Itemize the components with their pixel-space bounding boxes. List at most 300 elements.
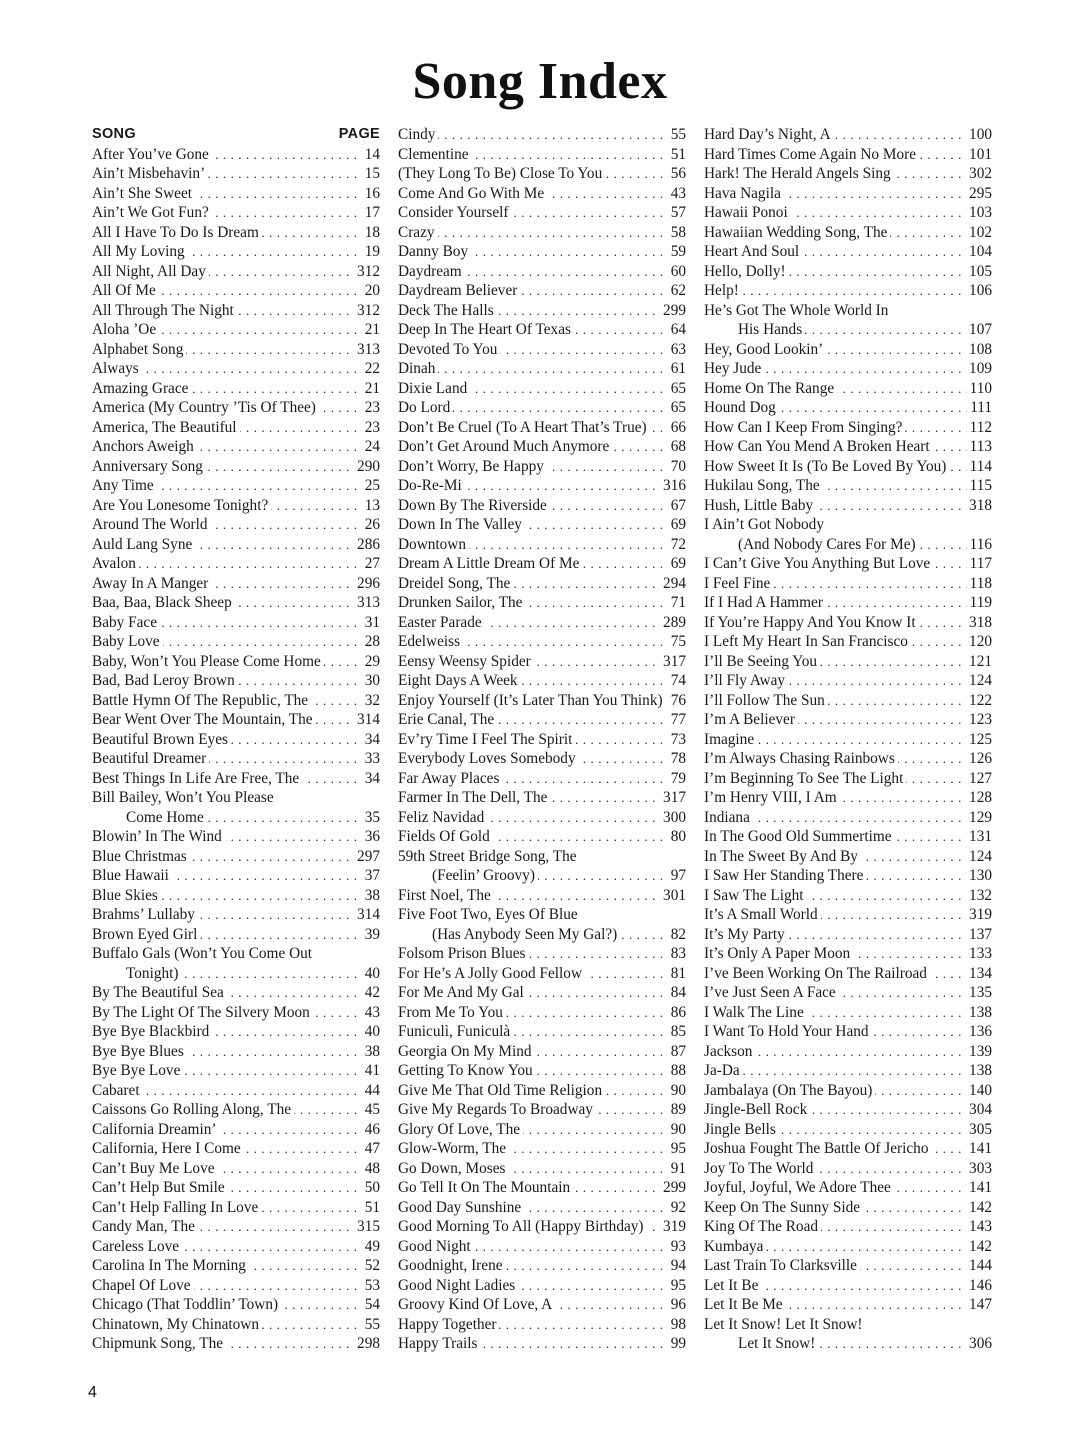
song-page-number: 142 <box>966 1198 992 1218</box>
index-entry <box>398 1276 686 1296</box>
song-title: Funiculì, Funiculà <box>398 1023 513 1040</box>
song-title: Groovy Kind Of Love, A <box>398 1296 555 1313</box>
song-page-number: 313 <box>354 593 380 613</box>
song-title: It’s A Small World <box>704 906 821 923</box>
song-page-number: 304 <box>966 1100 992 1120</box>
index-entry <box>398 301 686 321</box>
index-entry <box>398 925 686 945</box>
song-page-number: 140 <box>966 1081 992 1101</box>
index-entry <box>92 574 380 594</box>
index-entry <box>398 242 686 262</box>
song-page-number: 28 <box>362 632 380 652</box>
index-entry <box>92 671 380 691</box>
song-page-number: 92 <box>668 1198 686 1218</box>
index-entry <box>704 1061 992 1081</box>
index-entry <box>92 457 380 477</box>
song-page-number: 109 <box>966 359 992 379</box>
song-header-label: SONG <box>92 126 136 142</box>
index-entry <box>92 535 380 555</box>
song-title: Blue Christmas <box>92 848 190 865</box>
song-title: America (My Country ’Tis Of Thee) <box>92 399 319 416</box>
song-page-number: 110 <box>967 379 992 399</box>
index-entry <box>704 944 992 964</box>
index-entry <box>704 1159 992 1179</box>
song-page-number: 66 <box>668 418 686 438</box>
song-title: Are You Lonesome Tonight? <box>92 497 271 514</box>
song-title: Go Tell It On The Mountain <box>398 1179 573 1196</box>
song-title: Hukilau Song, The <box>704 477 823 494</box>
index-entry <box>398 1100 686 1120</box>
song-title: Deep In The Heart Of Texas <box>398 321 574 338</box>
index-entry <box>398 1256 686 1276</box>
song-page-number: 286 <box>354 535 380 555</box>
index-entry <box>398 1198 686 1218</box>
index-entry <box>92 301 380 321</box>
index-column-3 <box>704 125 992 1354</box>
song-title: 59th Street Bridge Song, The <box>398 847 577 865</box>
page-number: 4 <box>88 1384 97 1401</box>
index-entry <box>398 1042 686 1062</box>
song-index-columns <box>92 125 992 1354</box>
song-title: Hey Jude <box>704 360 764 377</box>
song-title: Hava Nagila <box>704 185 784 202</box>
index-entry <box>92 1003 380 1023</box>
song-title: I’ll Follow The Sun <box>704 692 828 709</box>
song-title: Anchors Aweigh <box>92 438 197 455</box>
song-title: Good Night Ladies <box>398 1277 518 1294</box>
song-page-number: 130 <box>966 866 992 886</box>
index-entry <box>398 1120 686 1140</box>
song-page-number: 31 <box>362 613 380 633</box>
song-title: Good Morning To All (Happy Birthday) <box>398 1218 647 1235</box>
song-page-number: 303 <box>966 1159 992 1179</box>
index-entry <box>704 496 992 516</box>
song-title: Far Away Places <box>398 770 502 787</box>
song-page-number: 34 <box>362 769 380 789</box>
index-entry <box>398 886 686 906</box>
index-column-2 <box>398 125 686 1354</box>
song-page-number: 318 <box>966 613 992 633</box>
index-entry <box>92 964 380 984</box>
song-title: Everybody Loves Somebody <box>398 750 579 767</box>
song-page-number: 55 <box>362 1315 380 1335</box>
song-page-number: 47 <box>362 1139 380 1159</box>
index-entry <box>398 730 686 750</box>
song-page-number: 51 <box>668 145 686 165</box>
index-entry <box>704 515 992 535</box>
song-page-number: 41 <box>362 1061 380 1081</box>
song-title: Five Foot Two, Eyes Of Blue <box>398 906 578 923</box>
song-page-number: 81 <box>668 964 686 984</box>
index-entry <box>92 827 380 847</box>
song-title: Baa, Baa, Black Sheep <box>92 594 235 611</box>
song-page-number: 134 <box>966 964 992 984</box>
index-entry <box>704 340 992 360</box>
song-title: Joshua Fought The Battle Of Jericho <box>704 1140 931 1157</box>
index-entry <box>92 730 380 750</box>
song-title: Can’t Help Falling In Love <box>92 1199 261 1216</box>
index-entry <box>398 671 686 691</box>
song-page-number: 30 <box>362 671 380 691</box>
song-title: Jackson <box>704 1043 755 1060</box>
song-page-number: 146 <box>966 1276 992 1296</box>
index-entry <box>704 1334 992 1354</box>
song-page-number: 46 <box>362 1120 380 1140</box>
index-entry <box>398 632 686 652</box>
index-entry <box>398 398 686 418</box>
index-entry <box>398 905 686 925</box>
song-title: Jingle Bells <box>704 1121 779 1138</box>
song-title: Blue Skies <box>92 887 161 904</box>
song-page-number: 90 <box>668 1120 686 1140</box>
song-title: Goodnight, Irene <box>398 1257 506 1274</box>
song-title: Careless Love <box>92 1238 182 1255</box>
index-entry <box>704 184 992 204</box>
song-page-number: 126 <box>966 749 992 769</box>
index-entry <box>92 1139 380 1159</box>
song-page-number: 295 <box>966 184 992 204</box>
song-title: Hush, Little Baby <box>704 497 816 514</box>
song-page-number: 299 <box>660 301 686 321</box>
index-column-1 <box>92 125 380 1354</box>
song-title: If You’re Happy And You Know It <box>704 614 919 631</box>
song-page-number: 136 <box>966 1022 992 1042</box>
song-page-number: 21 <box>362 379 380 399</box>
song-page-number: 289 <box>660 613 686 633</box>
index-entry <box>398 145 686 165</box>
song-page-number: 71 <box>668 593 686 613</box>
index-entry <box>92 866 380 886</box>
song-page-number: 106 <box>966 281 992 301</box>
song-title: Let It Snow! Let It Snow! <box>704 1315 863 1333</box>
song-page-number: 319 <box>660 1217 686 1237</box>
song-page-number: 23 <box>362 418 380 438</box>
page-header-label: PAGE <box>338 126 380 142</box>
index-entry <box>92 554 380 574</box>
song-title: Give Me That Old Time Religion <box>398 1082 605 1099</box>
song-title: Ain’t She Sweet <box>92 185 195 202</box>
index-entry <box>92 184 380 204</box>
index-entry <box>704 1139 992 1159</box>
song-page-number: 143 <box>966 1217 992 1237</box>
song-title: Cabaret <box>92 1082 143 1099</box>
index-entry <box>398 1022 686 1042</box>
song-page-number: 85 <box>668 1022 686 1042</box>
song-page-number: 43 <box>668 184 686 204</box>
index-entry <box>92 320 380 340</box>
song-page-number: 80 <box>668 827 686 847</box>
index-entry <box>398 125 686 145</box>
song-title: All I Have To Do Is Dream <box>92 224 262 241</box>
song-title: Dreidel Song, The <box>398 575 513 592</box>
page-title: Song Index <box>412 53 668 110</box>
index-entry <box>704 1022 992 1042</box>
index-entry <box>704 847 992 867</box>
song-title: Down By The Riverside <box>398 497 550 514</box>
song-page-number: 300 <box>660 808 686 828</box>
song-title: How Can You Mend A Broken Heart <box>704 438 933 455</box>
index-entry <box>704 418 992 438</box>
index-entry <box>704 476 992 496</box>
index-entry <box>704 301 992 321</box>
index-entry <box>92 437 380 457</box>
index-entry <box>398 1334 686 1354</box>
song-page-number: 22 <box>362 359 380 379</box>
song-title: Easter Parade <box>398 614 485 631</box>
song-page-number: 312 <box>354 262 380 282</box>
index-entry <box>92 203 380 223</box>
song-page-number: 21 <box>362 320 380 340</box>
index-entry <box>704 554 992 574</box>
song-page-number: 90 <box>668 1081 686 1101</box>
song-page-number: 14 <box>362 145 380 165</box>
index-entry <box>92 262 380 282</box>
song-page-number: 87 <box>668 1042 686 1062</box>
song-page-number: 82 <box>668 925 686 945</box>
song-page-number: 68 <box>668 437 686 457</box>
song-page-number: 135 <box>966 983 992 1003</box>
index-entry <box>92 593 380 613</box>
index-entry <box>398 691 686 711</box>
song-page-number: 88 <box>668 1061 686 1081</box>
index-entry <box>398 359 686 379</box>
song-page-number: 76 <box>668 691 686 711</box>
song-title: I Want To Hold Your Hand <box>704 1023 872 1040</box>
index-entry <box>704 1237 992 1257</box>
song-title: Ain’t Misbehavin’ <box>92 165 208 182</box>
index-entry <box>398 808 686 828</box>
index-entry <box>398 769 686 789</box>
column-header <box>92 125 380 145</box>
index-entry <box>704 1315 992 1335</box>
index-entry <box>92 1061 380 1081</box>
index-entry <box>704 203 992 223</box>
song-title: Baby Face <box>92 614 160 631</box>
song-page-number: 290 <box>354 457 380 477</box>
song-page-number: 55 <box>668 125 686 145</box>
song-title: How Can I Keep From Singing? <box>704 419 905 436</box>
song-title: Carolina In The Morning <box>92 1257 249 1274</box>
song-title: Can’t Buy Me Love <box>92 1160 218 1177</box>
index-entry <box>92 769 380 789</box>
index-entry <box>704 1003 992 1023</box>
song-page-number: 23 <box>362 398 380 418</box>
song-title: Bye Bye Blues <box>92 1043 187 1060</box>
index-entry <box>92 496 380 516</box>
song-title: Chicago (That Toddlin’ Town) <box>92 1296 281 1313</box>
index-entry <box>704 125 992 145</box>
song-title: Kumbaya <box>704 1238 766 1255</box>
song-page-number: 65 <box>668 379 686 399</box>
song-page-number: 53 <box>362 1276 380 1296</box>
song-title: Devoted To You <box>398 341 500 358</box>
song-title: Don’t Worry, Be Happy <box>398 458 547 475</box>
song-title: Bye Bye Love <box>92 1062 183 1079</box>
index-entry <box>398 983 686 1003</box>
song-page-number: 50 <box>362 1178 380 1198</box>
song-page-number: 89 <box>668 1100 686 1120</box>
song-page-number: 117 <box>967 554 992 574</box>
song-page-number: 313 <box>354 340 380 360</box>
song-title: Chinatown, My Chinatown <box>92 1316 262 1333</box>
song-page-number: 113 <box>967 437 992 457</box>
index-entry <box>92 515 380 535</box>
song-page-number: 314 <box>354 710 380 730</box>
song-title: Ain’t We Got Fun? <box>92 204 212 221</box>
index-entry <box>398 1237 686 1257</box>
index-entry <box>398 554 686 574</box>
song-page-number: 61 <box>668 359 686 379</box>
song-title: In The Sweet By And By <box>704 848 861 865</box>
index-entry <box>92 1120 380 1140</box>
song-page-number: 298 <box>354 1334 380 1354</box>
index-entry <box>398 496 686 516</box>
song-page-number: 299 <box>660 1178 686 1198</box>
index-entry <box>92 398 380 418</box>
song-page-number: 318 <box>966 496 992 516</box>
song-title: Go Down, Moses <box>398 1160 509 1177</box>
song-title: Enjoy Yourself (It’s Later Than You Think) <box>398 692 666 709</box>
song-title: Alphabet Song <box>92 341 186 358</box>
song-title: I’ll Fly Away <box>704 672 788 689</box>
index-entry <box>92 925 380 945</box>
song-page-number: 296 <box>354 574 380 594</box>
song-page-number: 70 <box>668 457 686 477</box>
song-page-number: 67 <box>668 496 686 516</box>
song-title: Blue Hawaii <box>92 867 172 884</box>
song-page-number: 120 <box>966 632 992 652</box>
index-entry <box>704 613 992 633</box>
song-title: All My Loving <box>92 243 188 260</box>
index-entry <box>704 1295 992 1315</box>
index-entry <box>92 1256 380 1276</box>
song-page-number: 118 <box>967 574 992 594</box>
index-entry <box>704 1276 992 1296</box>
song-page-number: 144 <box>966 1256 992 1276</box>
song-page-number: 131 <box>966 827 992 847</box>
song-title: For He’s A Jolly Good Fellow <box>398 965 585 982</box>
song-title: I’ll Be Seeing You <box>704 653 820 670</box>
song-title: Hello, Dolly! <box>704 263 789 280</box>
index-entry <box>704 145 992 165</box>
song-page-number: 302 <box>966 164 992 184</box>
index-entry <box>398 710 686 730</box>
song-title: Caissons Go Rolling Along, The <box>92 1101 294 1118</box>
index-entry <box>398 1178 686 1198</box>
song-page-number: 39 <box>362 925 380 945</box>
song-title: All Through The Night <box>92 302 237 319</box>
song-title: I’ve Just Seen A Face <box>704 984 839 1001</box>
song-title: It’s Only A Paper Moon <box>704 945 853 962</box>
song-page-number: 43 <box>362 1003 380 1023</box>
index-entry <box>92 1334 380 1354</box>
index-entry <box>704 866 992 886</box>
song-title: All Night, All Day <box>92 263 209 280</box>
song-title: First Noel, The <box>398 887 494 904</box>
song-title: Come And Go With Me <box>398 185 547 202</box>
song-title: Danny Boy <box>398 243 471 260</box>
song-page-number: 35 <box>362 808 380 828</box>
song-page-number: 15 <box>362 164 380 184</box>
index-entry <box>704 223 992 243</box>
song-title: All Of Me <box>92 282 159 299</box>
index-entry <box>398 281 686 301</box>
song-title: Jambalaya (On The Bayou) <box>704 1082 875 1099</box>
song-page-number: 26 <box>362 515 380 535</box>
index-entry <box>92 418 380 438</box>
index-entry <box>398 574 686 594</box>
index-entry <box>704 379 992 399</box>
song-title: Bad, Bad Leroy Brown <box>92 672 238 689</box>
song-title: Crazy <box>398 224 438 241</box>
song-page-number: 16 <box>362 184 380 204</box>
song-page-number: 306 <box>966 1334 992 1354</box>
index-entry <box>398 652 686 672</box>
song-page-number: 13 <box>362 496 380 516</box>
song-title: Down In The Valley <box>398 516 525 533</box>
song-page-number: 32 <box>362 691 380 711</box>
song-title: I Can’t Give You Anything But Love <box>704 555 933 572</box>
index-entry <box>398 749 686 769</box>
song-page-number: 132 <box>966 886 992 906</box>
index-entry <box>704 983 992 1003</box>
song-page-number: 108 <box>966 340 992 360</box>
song-page-number: 141 <box>966 1178 992 1198</box>
song-title: Cindy <box>398 126 438 143</box>
song-page-number: 122 <box>966 691 992 711</box>
song-title: Battle Hymn Of The Republic, The <box>92 692 311 709</box>
song-page-number: 48 <box>362 1159 380 1179</box>
index-entry <box>704 652 992 672</box>
index-entry <box>704 827 992 847</box>
song-page-number: 19 <box>362 242 380 262</box>
index-entry <box>704 964 992 984</box>
index-entry <box>398 515 686 535</box>
index-entry <box>92 847 380 867</box>
song-page-number: 27 <box>362 554 380 574</box>
song-title: I Left My Heart In San Francisco <box>704 633 911 650</box>
index-entry <box>704 1120 992 1140</box>
song-title: Blowin’ In The Wind <box>92 828 225 845</box>
song-title: By The Beautiful Sea <box>92 984 227 1001</box>
song-title: Let It Be <box>704 1277 761 1294</box>
song-title: Glory Of Love, The <box>398 1121 523 1138</box>
song-page-number: 36 <box>362 827 380 847</box>
index-entry <box>398 847 686 867</box>
song-title: In The Good Old Summertime <box>704 828 895 845</box>
song-title: Hound Dog <box>704 399 779 416</box>
index-entry <box>398 1003 686 1023</box>
index-entry <box>92 788 380 808</box>
index-entry <box>92 340 380 360</box>
song-page-number: 142 <box>966 1237 992 1257</box>
song-title: Best Things In Life Are Free, The <box>92 770 302 787</box>
song-title: Imagine <box>704 731 757 748</box>
song-page-number: 119 <box>967 593 992 613</box>
index-entry <box>398 1159 686 1179</box>
song-page-number: 96 <box>668 1295 686 1315</box>
index-entry <box>92 476 380 496</box>
song-title: Home On The Range <box>704 380 837 397</box>
index-entry <box>92 1217 380 1237</box>
index-entry <box>92 1100 380 1120</box>
song-page-number: 102 <box>966 223 992 243</box>
song-page-number: 99 <box>668 1334 686 1354</box>
song-title: By The Light Of The Silvery Moon <box>92 1004 313 1021</box>
index-entry <box>398 223 686 243</box>
song-page-number: 97 <box>668 866 686 886</box>
index-entry <box>704 320 992 340</box>
